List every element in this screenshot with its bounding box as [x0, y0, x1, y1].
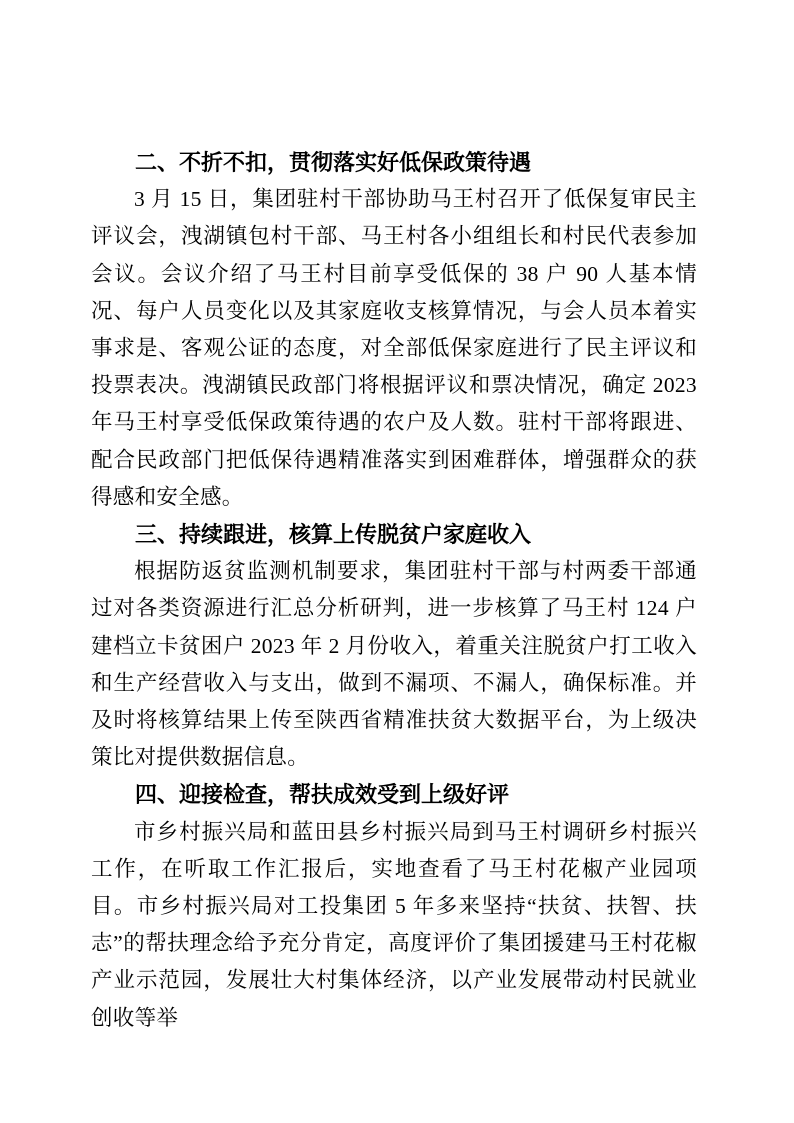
paragraph-section-3: 根据防返贫监测机制要求，集团驻村干部与村两委干部通过对各类资源进行汇总分析研判，进一步核算了马王村 124 户建档立卡贫困户 2023 年 2 月份收入，着重关注脱贫户打工收入和生产经营收入与支出，做到不漏项、不漏人，确保标准。并及时将核算结果上传至陕西省精准扶贫大数据平台，为上级决策比对提供数据信息。 [91, 559, 697, 770]
paragraph-section-2: 3 月 15 日，集团驻村干部协助马王村召开了低保复审民主评议会，洩湖镇包村干部、马王村各小组组长和村民代表参加会议。会议介绍了马王村目前享受低保的 38 户 90 人基本情况、每户人员变化以及其家庭收支核算情况，与会人员本着实事求是、客观公证的态度，对全部低保家庭进行了民主评议和投票表决。洩湖镇民政部门将根据评议和票决情况，确定 2023 年马王村享受低保政策待遇的农户及人数。驻村干部将跟进、配合民政部门把低保待遇精准落实到困难群体，增强群众的获得感和安全感。 [91, 187, 697, 509]
paragraph-section-4: 市乡村振兴局和蓝田县乡村振兴局到马王村调研乡村振兴工作，在听取工作汇报后，实地查看了马王村花椒产业园项目。市乡村振兴局对工投集团 5 年多来坚持“扶贫、扶智、扶志”的帮扶理念给予充分肯定，高度评价了集团援建马王村花椒产业示范园，发展壮大村集体经济，以产业发展带动村民就业创收等举 [91, 819, 697, 1030]
heading-section-3: 三、持续跟进，核算上传脱贫户家庭收入 [135, 522, 532, 548]
heading-section-2: 二、不折不扣，贯彻落实好低保政策待遇 [135, 150, 532, 175]
heading-section-4: 四、迎接检查，帮扶成效受到上级好评 [135, 782, 510, 808]
document-body [91, 144, 697, 1037]
